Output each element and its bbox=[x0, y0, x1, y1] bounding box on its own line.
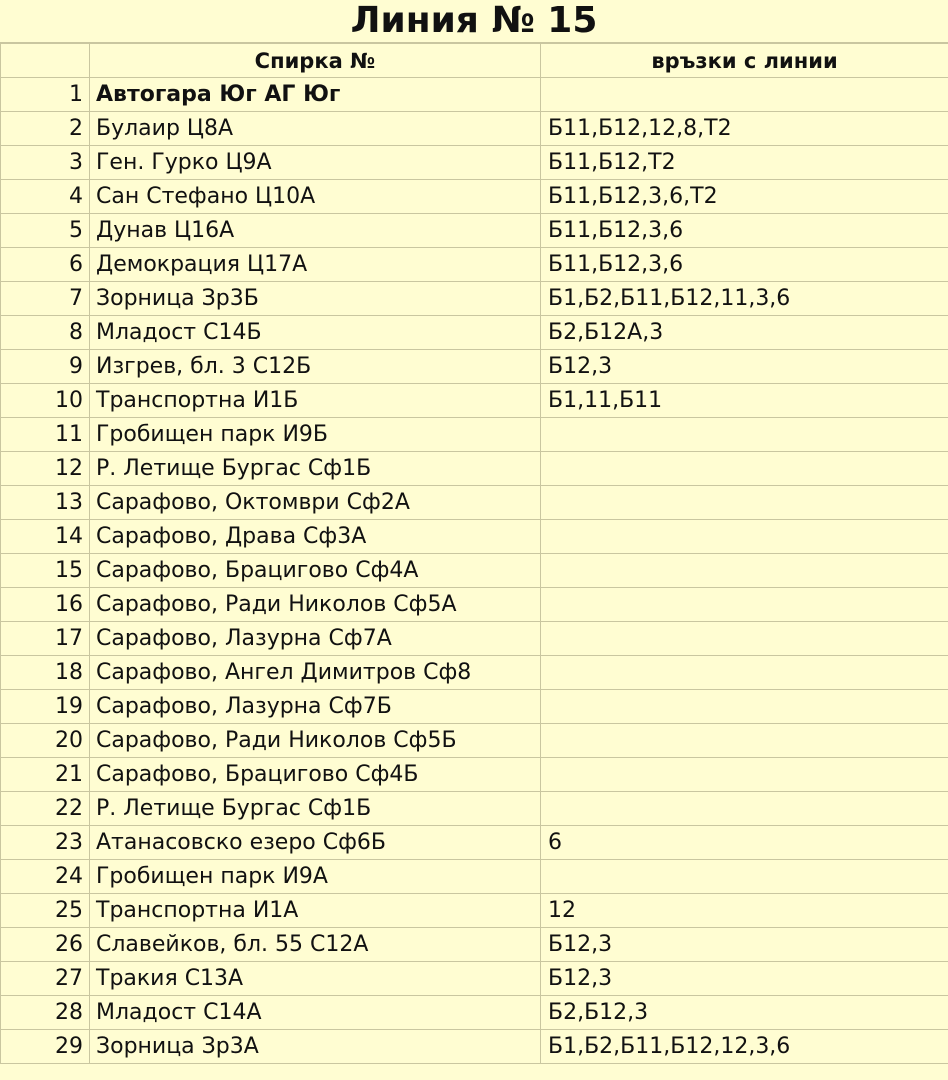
table-row bbox=[1, 520, 948, 554]
row-number: 13 bbox=[1, 486, 90, 520]
links-column-header: връзки с линии bbox=[541, 44, 948, 78]
connecting-lines bbox=[541, 792, 948, 826]
connecting-lines bbox=[541, 690, 948, 724]
row-number: 26 bbox=[1, 928, 90, 962]
connecting-lines bbox=[541, 860, 948, 894]
row-number: 4 bbox=[1, 180, 90, 214]
connecting-lines: Б1,Б2,Б11,Б12,11,3,6 bbox=[541, 282, 948, 316]
connecting-lines: Б11,Б12,3,6 bbox=[541, 248, 948, 282]
row-number: 14 bbox=[1, 520, 90, 554]
connecting-lines bbox=[541, 588, 948, 622]
connecting-lines bbox=[541, 418, 948, 452]
header-row bbox=[1, 44, 948, 78]
row-number: 16 bbox=[1, 588, 90, 622]
connecting-lines: Б12,3 bbox=[541, 928, 948, 962]
row-number: 22 bbox=[1, 792, 90, 826]
table-row bbox=[1, 112, 948, 146]
connecting-lines: Б1,Б2,Б11,Б12,12,3,6 bbox=[541, 1030, 948, 1064]
table-row bbox=[1, 282, 948, 316]
connecting-lines bbox=[541, 520, 948, 554]
stop-name: Сан Стефано Ц10А bbox=[90, 180, 541, 214]
table-row bbox=[1, 996, 948, 1030]
stop-name: Сарафово, Драва Сф3А bbox=[90, 520, 541, 554]
row-number: 1 bbox=[1, 78, 90, 112]
stop-name: Р. Летище Бургас Сф1Б bbox=[90, 792, 541, 826]
row-number: 21 bbox=[1, 758, 90, 792]
table-row bbox=[1, 384, 948, 418]
table-row bbox=[1, 554, 948, 588]
stop-name: Сарафово, Ангел Димитров Сф8 bbox=[90, 656, 541, 690]
table-row bbox=[1, 792, 948, 826]
table-row bbox=[1, 588, 948, 622]
table-row bbox=[1, 486, 948, 520]
connecting-lines: Б11,Б12,3,6 bbox=[541, 214, 948, 248]
table-row bbox=[1, 316, 948, 350]
connecting-lines: Б12,3 bbox=[541, 350, 948, 384]
table-row bbox=[1, 180, 948, 214]
row-number: 29 bbox=[1, 1030, 90, 1064]
stop-name: Сарафово, Брацигово Сф4Б bbox=[90, 758, 541, 792]
stop-name: Демокрация Ц17А bbox=[90, 248, 541, 282]
connecting-lines bbox=[541, 554, 948, 588]
stop-name: Дунав Ц16А bbox=[90, 214, 541, 248]
connecting-lines: Б11,Б12,12,8,Т2 bbox=[541, 112, 948, 146]
stop-name: Автогара Юг АГ Юг bbox=[90, 78, 541, 112]
connecting-lines: 6 bbox=[541, 826, 948, 860]
row-number: 9 bbox=[1, 350, 90, 384]
connecting-lines bbox=[541, 656, 948, 690]
connecting-lines: Б12,3 bbox=[541, 962, 948, 996]
row-number: 24 bbox=[1, 860, 90, 894]
row-number: 23 bbox=[1, 826, 90, 860]
stop-name: Транспортна И1А bbox=[90, 894, 541, 928]
table-row bbox=[1, 214, 948, 248]
stop-name: Славейков, бл. 55 С12А bbox=[90, 928, 541, 962]
row-number: 5 bbox=[1, 214, 90, 248]
stop-name: Сарафово, Октомври Сф2А bbox=[90, 486, 541, 520]
page-title: Линия № 15 bbox=[0, 0, 948, 43]
stop-name: Ген. Гурко Ц9А bbox=[90, 146, 541, 180]
stops-table bbox=[0, 43, 948, 1064]
table-row bbox=[1, 724, 948, 758]
table-row bbox=[1, 860, 948, 894]
stop-name: Р. Летище Бургас Сф1Б bbox=[90, 452, 541, 486]
stop-name: Зорница Зр3Б bbox=[90, 282, 541, 316]
connecting-lines bbox=[541, 78, 948, 112]
table-row bbox=[1, 452, 948, 486]
connecting-lines bbox=[541, 724, 948, 758]
connecting-lines bbox=[541, 452, 948, 486]
table-row bbox=[1, 826, 948, 860]
connecting-lines: Б1,11,Б11 bbox=[541, 384, 948, 418]
row-number: 17 bbox=[1, 622, 90, 656]
row-number: 20 bbox=[1, 724, 90, 758]
table-row bbox=[1, 758, 948, 792]
stop-name: Тракия С13А bbox=[90, 962, 541, 996]
stop-name: Изгрев, бл. 3 С12Б bbox=[90, 350, 541, 384]
row-number: 6 bbox=[1, 248, 90, 282]
stops-table-body bbox=[1, 78, 948, 1064]
stop-name: Зорница Зр3А bbox=[90, 1030, 541, 1064]
table-row bbox=[1, 690, 948, 724]
number-column-header bbox=[1, 44, 90, 78]
row-number: 12 bbox=[1, 452, 90, 486]
stop-name: Гробищен парк И9А bbox=[90, 860, 541, 894]
table-row bbox=[1, 894, 948, 928]
stop-name: Сарафово, Брацигово Сф4А bbox=[90, 554, 541, 588]
connecting-lines bbox=[541, 486, 948, 520]
row-number: 25 bbox=[1, 894, 90, 928]
stop-name: Младост С14А bbox=[90, 996, 541, 1030]
row-number: 11 bbox=[1, 418, 90, 452]
table-row bbox=[1, 418, 948, 452]
stop-name: Гробищен парк И9Б bbox=[90, 418, 541, 452]
stop-name: Сарафово, Лазурна Сф7Б bbox=[90, 690, 541, 724]
table-row bbox=[1, 962, 948, 996]
table-row bbox=[1, 350, 948, 384]
table-row bbox=[1, 656, 948, 690]
stop-name: Сарафово, Лазурна Сф7А bbox=[90, 622, 541, 656]
row-number: 8 bbox=[1, 316, 90, 350]
connecting-lines bbox=[541, 622, 948, 656]
row-number: 15 bbox=[1, 554, 90, 588]
connecting-lines: Б2,Б12,3 bbox=[541, 996, 948, 1030]
connecting-lines: Б2,Б12А,3 bbox=[541, 316, 948, 350]
table-row bbox=[1, 1030, 948, 1064]
row-number: 10 bbox=[1, 384, 90, 418]
table-row bbox=[1, 78, 948, 112]
table-row bbox=[1, 622, 948, 656]
table-row bbox=[1, 146, 948, 180]
row-number: 2 bbox=[1, 112, 90, 146]
stop-name: Сарафово, Ради Николов Сф5А bbox=[90, 588, 541, 622]
stop-name: Булаир Ц8А bbox=[90, 112, 541, 146]
stop-name: Атанасовско езеро Сф6Б bbox=[90, 826, 541, 860]
table-row bbox=[1, 248, 948, 282]
row-number: 3 bbox=[1, 146, 90, 180]
row-number: 27 bbox=[1, 962, 90, 996]
connecting-lines: 12 bbox=[541, 894, 948, 928]
connecting-lines bbox=[541, 758, 948, 792]
row-number: 7 bbox=[1, 282, 90, 316]
stop-name: Транспортна И1Б bbox=[90, 384, 541, 418]
stop-name: Сарафово, Ради Николов Сф5Б bbox=[90, 724, 541, 758]
stop-column-header: Спирка № bbox=[90, 44, 541, 78]
connecting-lines: Б11,Б12,Т2 bbox=[541, 146, 948, 180]
row-number: 18 bbox=[1, 656, 90, 690]
row-number: 19 bbox=[1, 690, 90, 724]
connecting-lines: Б11,Б12,3,6,Т2 bbox=[541, 180, 948, 214]
stop-name: Младост С14Б bbox=[90, 316, 541, 350]
row-number: 28 bbox=[1, 996, 90, 1030]
table-row bbox=[1, 928, 948, 962]
